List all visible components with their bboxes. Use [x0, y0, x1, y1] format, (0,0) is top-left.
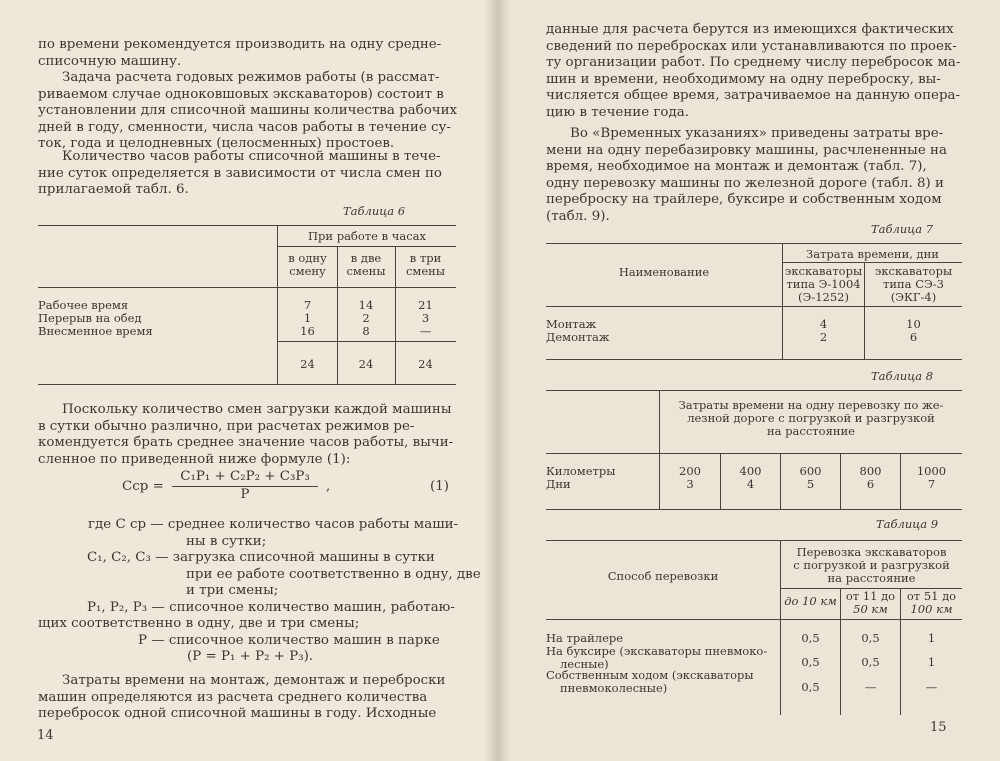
table6-total: 24: [418, 357, 433, 371]
table9-name-header: Способ перевозки: [607, 569, 719, 583]
table8-cell: 6: [866, 477, 875, 491]
table6-col-header-1: в одну смену: [288, 251, 327, 278]
formula-numerator: C₁P₁ + C₂P₂ + C₃P₃: [180, 469, 310, 484]
table6-cell: 1: [303, 311, 312, 325]
table9-cell: 1: [927, 631, 936, 645]
table9-cell: 1: [927, 655, 936, 669]
table6-cell: 21: [418, 298, 433, 312]
table6-cell: 3: [421, 311, 430, 325]
table8-row-label-km: Километры: [546, 464, 616, 478]
table8-cell: 800: [859, 464, 882, 478]
table9-row-label-tug: На буксире (экскаваторы пневмоко- лесные): [546, 644, 768, 671]
left-paragraph-3: Количество часов работы списочной машины в тече- ние суток определяется в зависимости от числа смен по прилагаемой табл. 6.: [38, 149, 442, 197]
table8-cell: 7: [927, 477, 936, 491]
table8-caption: Таблица 8: [871, 369, 934, 383]
table6-group-header: При работе в часах: [308, 229, 426, 243]
table8-cell: 600: [799, 464, 822, 478]
table7-cell: 4: [819, 317, 828, 331]
left-paragraph-1: по времени рекомендуется производить на одну средне- списочную машину.: [38, 37, 442, 69]
table6-col-header-3: в три смены: [405, 251, 445, 278]
table6-row-label-work: Рабочее время: [38, 298, 129, 312]
table9-cell: —: [925, 680, 938, 694]
right-paragraph-1: данные для расчета берутся из имеющихся фактических сведений по перебросках или устанавливаются по проек- ту организации работ. По среднему числу перебросок ма- шин и времени, необходимому на одну переброску, вы- числяется общее время, затрачиваемое на данную опера- цию в течение года.: [546, 22, 961, 120]
table9-cell: 0,5: [861, 655, 880, 669]
table9-group-header: Перевозка экскаваторов с погрузкой и разгрузкой на расстояние: [793, 545, 950, 585]
left-paragraph-5: Затраты времени на монтаж, демонтаж и переброски машин определяются из расчета среднего количества перебросок одной списочной машины в году. Исходные: [38, 673, 446, 721]
table7-header-rule: [546, 306, 962, 307]
table6-cell: 7: [303, 298, 312, 312]
table8-cell: 3: [686, 477, 694, 491]
table9-cell: —: [864, 680, 877, 694]
table7-row-label-dismount: Демонтаж: [546, 330, 610, 344]
table9-col-header-2: от 11 до 50 км: [845, 589, 896, 616]
right-paragraph-2: Во «Временных указаниях» приведены затраты вре- мени на одну перебазировку машины, расчлененные на время, необходимое на монтаж и демонтаж (табл. 7), одну перевозку машины по железной дороге (табл. 8) и переброску на трайлере, буксире и собственным ходом (табл. 9).: [546, 126, 947, 224]
table9-col-header-1: до 10 км: [784, 594, 837, 608]
formula-lhs: Ссp =: [122, 479, 164, 494]
table6-header-rule: [38, 287, 456, 288]
table9-caption: Таблица 9: [876, 517, 939, 531]
table8-cell: 400: [739, 464, 762, 478]
table9-cell: 0,5: [801, 680, 820, 694]
table6-bottom-rule: [38, 384, 456, 385]
table9-row-label-self: Собственным ходом (экскаваторы пневмоколесные): [546, 668, 754, 695]
table9-header-rule: [546, 619, 962, 620]
table8-cell: 1000: [916, 464, 947, 478]
left-paragraph-4: Поскольку количество смен загрузки каждой машины в сутки обычно различно, при расчетах режимов ре- комендуется брать среднее значение часов работы, вычи- сленное по приведенной ниже формуле (1):: [38, 402, 454, 467]
table8-bottom-rule: [546, 509, 962, 510]
table6-total: 24: [300, 357, 315, 371]
table7-col-header-1: экскаваторы типа Э-1004 (Э-1252): [784, 264, 863, 304]
table6-group-rule: [278, 246, 456, 247]
table8-row-label-days: Дни: [546, 477, 571, 491]
table8-group-header: Затраты времени на одну перевозку по же- лезной дороге с погрузкой и разгрузкой на расстояние: [678, 398, 944, 438]
table7-cell: 6: [909, 330, 918, 344]
left-page-number: 14: [37, 728, 54, 743]
table7-group-header: Затрата времени, дни: [806, 247, 939, 261]
table9-row-label-trailer: На трайлере: [546, 631, 624, 645]
table9-cell: 0,5: [801, 655, 820, 669]
right-page-number: 15: [930, 720, 947, 735]
table6-total: 24: [358, 357, 374, 371]
table7-cell: 2: [819, 330, 828, 344]
table8-cell: 200: [679, 464, 701, 478]
table7-group-rule: [783, 262, 962, 263]
formula-definitions: где С ср — среднее количество часов работы маши- ны в сутки; С₁, С₂, С₃ — загрузка списочной машины в сутки при ее работе соответственно в одну, две и три смены; Р₁, Р₂, Р₃ — списочное количество машин, работаю- щих соответственно в одну, две и три смены; Р — списочное количество машин в парке (Р = Р₁ + Р₂ + Р₃).: [38, 517, 481, 664]
table7-caption: Таблица 7: [871, 222, 934, 236]
table7-col-header-2: экскаваторы типа СЭ-3 (ЭКГ-4): [874, 264, 953, 304]
table6-cell: 16: [300, 324, 315, 338]
table9-cell: 0,5: [801, 631, 820, 645]
table7-row-label-mount: Монтаж: [546, 317, 597, 331]
table6-cell: 8: [362, 324, 370, 338]
table6-row-label-lunch: Перерыв на обед: [38, 311, 142, 325]
left-paragraph-2: Задача расчета годовых режимов работы (в рассмат- риваемом случае одноковшовых экскаваторов) состоит в установлении для списочной машины количества рабочих дней в году, сменности, числа часов работы в течение су- ток, года и целодневных (целосменных) простоев.: [38, 70, 458, 151]
table7-name-header: Наименование: [618, 265, 710, 279]
table6-totals-rule: [278, 341, 456, 342]
table6-top-rule: [38, 225, 456, 226]
table6-cell: 2: [362, 311, 370, 325]
table6-caption: Таблица 6: [343, 204, 406, 218]
table6-cell: 14: [358, 298, 374, 312]
formula-denominator: P: [240, 487, 250, 502]
table6-col-header-2: в две смены: [346, 251, 386, 278]
table8-cell: 5: [806, 477, 815, 491]
table9-top-rule: [546, 540, 962, 541]
book-gutter: [484, 0, 510, 761]
formula-number: (1): [430, 479, 449, 494]
table7-bottom-rule: [546, 359, 962, 360]
formula-comma: ,: [326, 479, 331, 494]
table6-cell: —: [419, 324, 432, 338]
table7-top-rule: [546, 243, 962, 244]
table9-cell: 0,5: [861, 631, 880, 645]
table9-col-header-3: от 51 до 100 км: [906, 589, 957, 616]
table6-row-label-offshift: Внесменное время: [38, 324, 153, 338]
table8-cell: 4: [746, 477, 755, 491]
table8-top-rule: [546, 390, 962, 391]
table7-cell: 10: [906, 317, 921, 331]
